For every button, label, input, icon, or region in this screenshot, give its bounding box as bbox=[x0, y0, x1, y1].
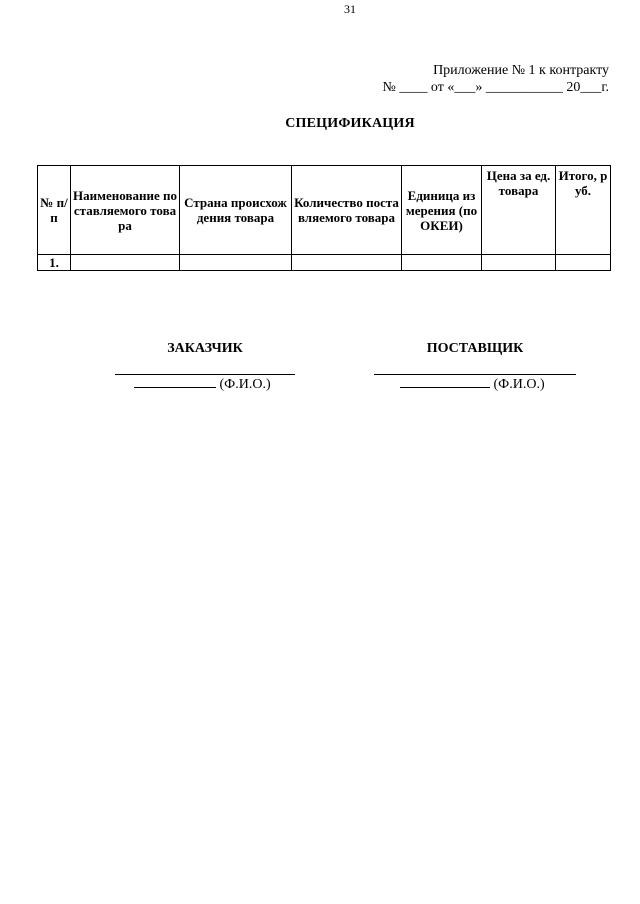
table-cell-name bbox=[71, 255, 180, 271]
table-cell-unit bbox=[402, 255, 482, 271]
table-row bbox=[38, 255, 611, 271]
table-header-row bbox=[38, 166, 611, 255]
customer-fio-label: (Ф.И.О.) bbox=[219, 377, 271, 392]
table-cell-price bbox=[482, 255, 556, 271]
supplier-fio bbox=[400, 375, 545, 393]
column-header-number: № п/п bbox=[38, 166, 71, 255]
column-header-country: Страна происхождения товара bbox=[180, 166, 292, 255]
customer-fio bbox=[134, 375, 271, 393]
customer-fio-blank bbox=[134, 375, 216, 388]
table-cell-number: 1. bbox=[38, 255, 71, 271]
page-number: 31 bbox=[344, 2, 356, 16]
table-cell-quantity bbox=[292, 255, 402, 271]
supplier-fio-blank bbox=[400, 375, 490, 388]
document-title: СПЕЦИФИКАЦИЯ bbox=[285, 116, 415, 131]
supplier-fio-label: (Ф.И.О.) bbox=[493, 377, 545, 392]
column-header-price: Цена за ед.товара bbox=[482, 166, 556, 255]
column-header-name: Наименование поставляемого товара bbox=[71, 166, 180, 255]
appendix-line-2: № ____ от «___» ___________ 20___г. bbox=[382, 80, 609, 95]
column-header-unit: Единица измерения (по ОКЕИ) bbox=[402, 166, 482, 255]
table-cell-total bbox=[556, 255, 611, 271]
customer-title: ЗАКАЗЧИК bbox=[167, 341, 243, 356]
column-header-quantity: Количество поставляемого товара bbox=[292, 166, 402, 255]
specification-table bbox=[37, 165, 611, 271]
supplier-title: ПОСТАВЩИК bbox=[426, 341, 524, 356]
table-cell-country bbox=[180, 255, 292, 271]
appendix-line-1: Приложение № 1 к контракту bbox=[433, 63, 609, 78]
appendix-reference bbox=[383, 62, 609, 96]
column-header-total: Итого, руб. bbox=[556, 166, 611, 255]
